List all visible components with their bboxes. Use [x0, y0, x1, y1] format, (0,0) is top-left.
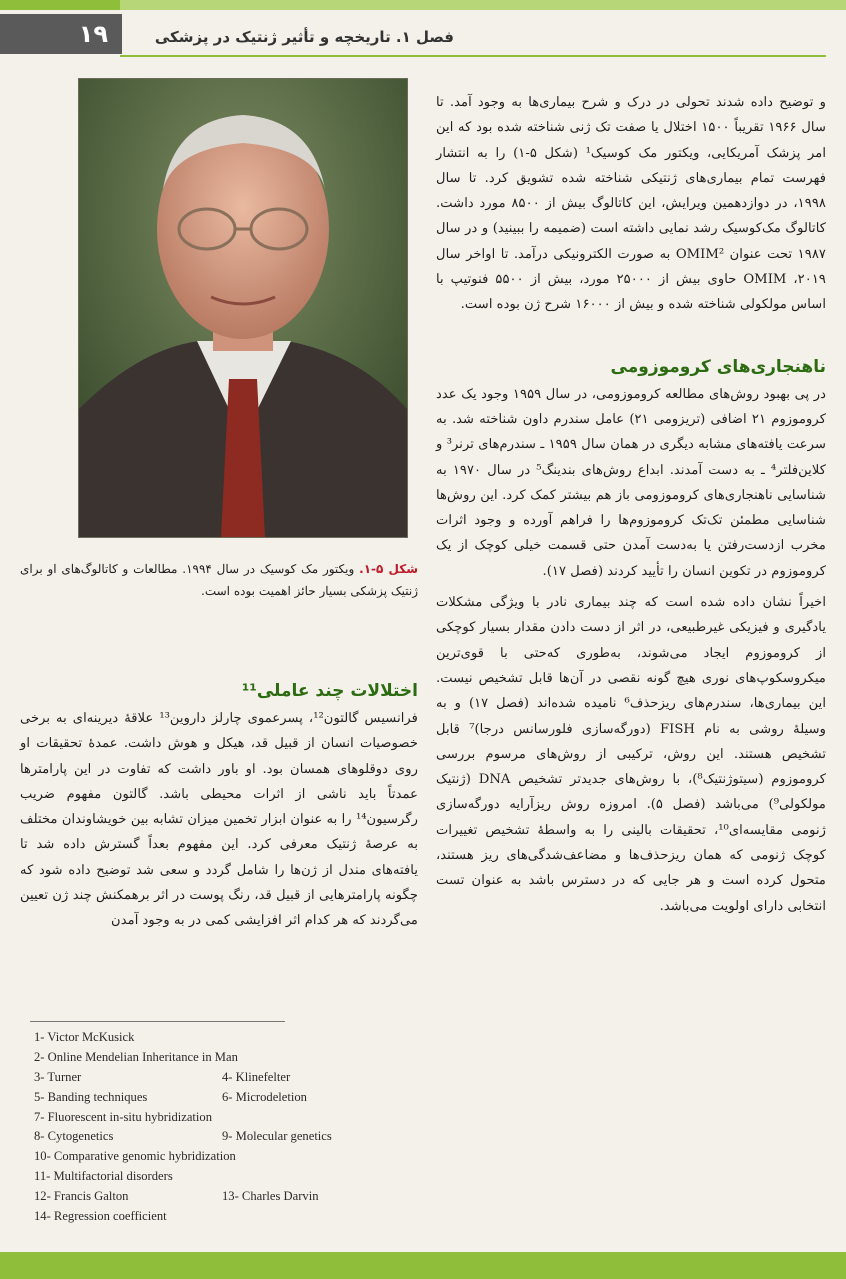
footnote-5: 5- Banding techniques: [34, 1089, 148, 1104]
footnote-4: 4- Klinefelter: [222, 1069, 291, 1084]
running-title: فصل ۱. تاریخچه و تأثیر ژنتیک در پزشکی: [154, 28, 454, 46]
footnote-3: 3- Turner: [34, 1069, 82, 1084]
section-title-chromosomal: ناهنجاری‌های کروموزومی: [610, 356, 826, 377]
footnote-11: 11- Multifactorial disorders: [34, 1168, 173, 1183]
footnote-13: 13- Charles Darvin: [222, 1188, 319, 1203]
paragraph-mckusick: و توضیح داده شدند تحولی در درک و شرح بیماری‌ها به وجود آمد. تا سال ۱۹۶۶ تقریباً ۱۵۰۰ اختلال یا صفت تک ژنی شناخته شده بود که این امر پزشک آمریکایی، ویکتور مک کوسیک¹ (شکل ۵-۱) را به انتشار فهرست تمام بیماری‌های ژنتیکی شناخته شده تشویق کرد. تا سال ۱۹۹۸، در دوازدهمین ویرایش، این کاتالوگ بیش از ۸۵۰۰ مورد داشت. کاتالوگ مک‌کوسیک رشد نمایی داشته است (ضمیمه را ببینید) و در سال ۱۹۸۷ تحت عنوان OMIM² به صورت الکترونیکی درآمد. تا اواخر سال ۲۰۱۹، OMIM حاوی بیش از ۲۵۰۰۰ مورد، بیش از ۵۵۰۰ فنوتیپ با اساس مولکولی شناخته شده و بیش از ۱۶۰۰۰ شرح ژن بوده است.: [436, 95, 827, 313]
footnote-row: [34, 1147, 414, 1167]
footnote-row: [34, 1048, 414, 1068]
footnote-row: [34, 1186, 414, 1206]
top-color-band-light: [120, 0, 846, 10]
footnote-row: [34, 1068, 414, 1088]
page-number: [0, 14, 122, 54]
caption-label: شکل ۵-۱.: [359, 562, 418, 576]
footnote-7: 7- Fluorescent in-situ hybridization: [34, 1109, 213, 1124]
section-title-multifactorial: اختلالات چند عاملی¹¹: [241, 681, 418, 701]
left-column: [20, 676, 418, 934]
footnote-9: 9- Molecular genetics: [222, 1129, 332, 1144]
figure-caption: [20, 558, 418, 602]
paragraph-microdeletion: اخیراً نشان داده شده است که چند بیماری نادر با ویژگی مشکلات یادگیری و فیزیکی غیرطبیعی، در اثر از دست دادن مقدار بسیار کوچکی از کروموزوم ایجاد می‌شوند، به‌طوری که‌حتی با قوی‌ترین میکروسکوپ‌های نوری هیچ گونه نقصی در آن‌ها قابل تشخیص نیست. این بیماری‌ها، سندرم‌های ریزحذف⁶ نامیده شده‌اند (فصل ۱۷) و به وسیلهٔ روشی به نام FISH (دورگه‌سازی فلورسانس درجا)⁷ قابل تشخیص هستند. این روش، ترکیبی از روش‌های مرسوم بررسی کروموزوم (سیتوژنتیک⁸)، با روش‌های جدیدتر تشخیص DNA (ژنتیک مولکولی⁹) می‌باشد (فصل ۵). امروزه روش ریزآرایه دورگه‌سازی ژنومی مقایسه‌ای¹⁰، تحقیقات بالینی را به واسطهٔ تشخیص تغییرات کوچک ژنومی که همان ریزحذف‌ها و مضاعف‌شدگی‌های ریز هستند، متحول کرده است و هر جایی که در دسترس باشد به عنوان تست انتخابی دارای اولویت می‌باشد.: [436, 595, 827, 914]
footnote-1: 1- Victor McKusick: [34, 1030, 135, 1045]
footnotes: [34, 1028, 414, 1226]
footnote-rule: [30, 1021, 285, 1022]
footnote-14: 14- Regression coefficient: [34, 1208, 167, 1223]
portrait-illustration: [79, 79, 407, 537]
footnote-row: [34, 1107, 414, 1127]
footnote-10: 10- Comparative genomic hybridization: [34, 1149, 236, 1164]
footnote-row: [34, 1206, 414, 1226]
caption-text: ویکتور مک کوسیک در سال ۱۹۹۴. مطالعات و کاتالوگ‌های او برای ژنتیک پزشکی بسیار حائز اهمیت بوده است.: [20, 562, 418, 598]
footnote-row: [34, 1087, 414, 1107]
footnote-row: [34, 1127, 414, 1147]
footnote-row: [34, 1167, 414, 1187]
bottom-color-band: [0, 1252, 846, 1279]
paragraph-galton: فرانسیس گالتون¹²، پسرعموی چارلز داروین¹³ علاقهٔ دیرینه‌ای به برخی خصوصیات انسان از قبیل قد، هیکل و هوش داشت. عمدهٔ تحقیقات او روی دوقلوهای همسان بود. او باور داشت که تفاوت در این پارامترها عمدتاً باید ناشی از اثرات محیطی باشد. گالتون مفهوم ضریب رگرسیون¹⁴ را به عنوان ابزار تخمین میزان تشابه بین خویشاوندان مختلف به عرصهٔ ژنتیک معرفی کرد. این مفهوم بعداً گسترش داده شد تا یافته‌های مندل از ژن‌ها را شامل گردد و سعی شد توضیح داده شود که چگونه پارامترهایی از قبیل قد، رنگ پوست در اثر برهمکنش چند ژن تعیین می‌گردند که هر کدام اثر افزایشی کمی در به وجود آمدن: [20, 711, 418, 929]
footnote-row: [34, 1028, 414, 1048]
footnote-2: 2- Online Mendelian Inheritance in Man: [34, 1050, 238, 1065]
portrait-photo: [78, 78, 408, 538]
right-column: [436, 90, 826, 919]
footnote-8: 8- Cytogenetics: [34, 1129, 114, 1144]
footnote-12: 12- Francis Galton: [34, 1188, 129, 1203]
paragraph-chromosomal: در پی بهبود روش‌های مطالعه کروموزومی، در سال ۱۹۵۹ وجود یک عدد کروموزوم ۲۱ اضافی (تریزومی ۲۱) عامل سندرم داون شناخته شد. به سرعت یافته‌های مشابه دیگری در همان سال ۱۹۵۹ ـ سندرم‌های ترنر³ و کلاین‌فلتر⁴ ـ به دست آمدند. ابداع روش‌های بندینگ⁵ در سال ۱۹۷۰ به شناسایی ناهنجاری‌های کروموزومی باز هم بیشتر کمک کرد. این روش‌ها شناسایی مطمئن تک‌تک کروموزوم‌ها را فراهم آورده و وجود اثرات مخرب ازدست‌رفتن یا به‌دست آمدن حتی قسمت خیلی کوچک از یک کروموزوم در تکوین انسان را تأیید کردند (فصل ۱۷).: [436, 386, 826, 579]
header-rule: [120, 55, 826, 57]
footnote-6: 6- Microdeletion: [222, 1089, 307, 1104]
page-number-text: ۱۹: [78, 20, 108, 48]
